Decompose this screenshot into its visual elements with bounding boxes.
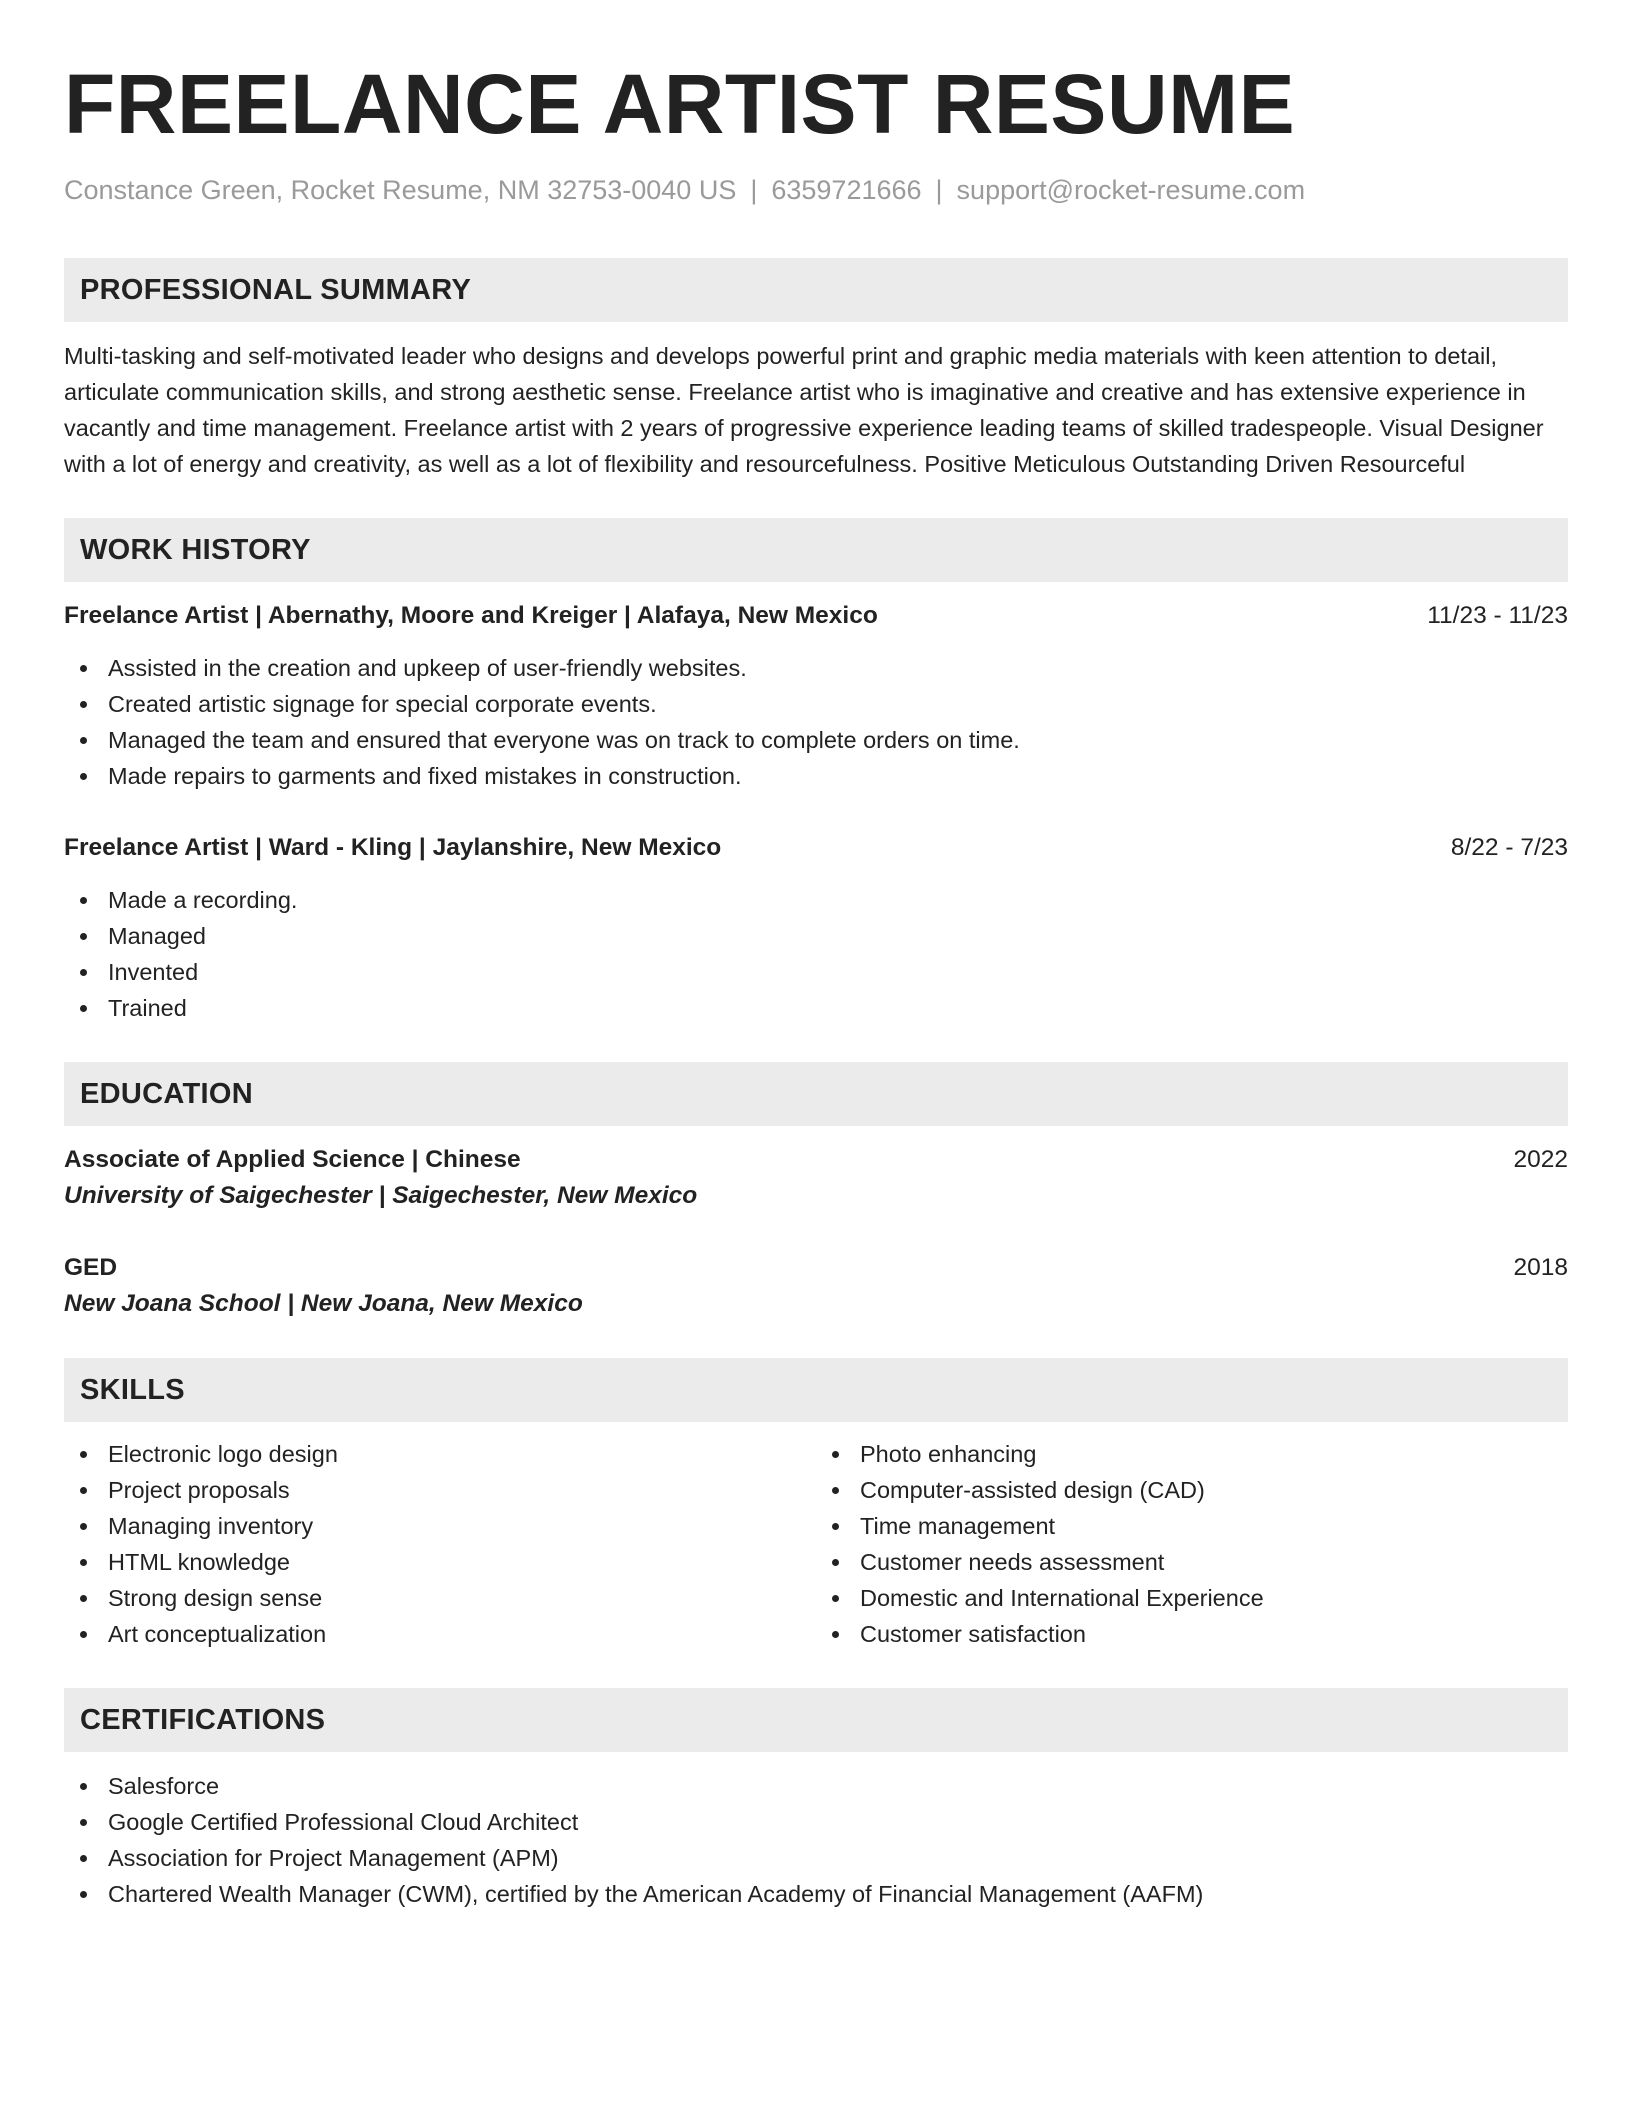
- job-header: [64, 830, 1568, 866]
- education-degree: GED: [64, 1254, 118, 1281]
- skill-item: Electronic logo design: [64, 1436, 816, 1472]
- skill-item: Art conceptualization: [64, 1616, 816, 1652]
- education-school: University of Saigechester | Saigechester, New Mexico: [64, 1182, 698, 1209]
- education-header: [64, 1142, 1568, 1178]
- education-degree: Associate of Applied Science | Chinese: [64, 1146, 521, 1173]
- job-title: Freelance Artist | Abernathy, Moore and Kreiger | Alafaya, New Mexico: [64, 602, 878, 629]
- skills-column-right: [816, 1436, 1568, 1652]
- certification-item: Chartered Wealth Manager (CWM), certified by the American Academy of Financial Management (AAFM): [64, 1876, 1568, 1912]
- contact-separator: |: [750, 175, 758, 205]
- job-bullets: [64, 882, 1568, 1026]
- contact-line: [64, 172, 1568, 208]
- job-bullet: Managed the team and ensured that everyone was on track to complete orders on time.: [64, 722, 1568, 758]
- skills-grid: [64, 1436, 1568, 1652]
- education-year: 2022: [1513, 1146, 1568, 1173]
- job-bullet: Managed: [64, 918, 1568, 954]
- section-header-education: [64, 1062, 1568, 1126]
- resume-title: FREELANCE ARTIST RESUME: [64, 57, 1296, 151]
- skill-item: Managing inventory: [64, 1508, 816, 1544]
- skill-item: Photo enhancing: [816, 1436, 1568, 1472]
- contact-address: Constance Green, Rocket Resume, NM 32753-0040 US: [64, 175, 737, 205]
- education-entry: [64, 1142, 1568, 1214]
- job-bullet: Made a recording.: [64, 882, 1568, 918]
- skills-column-left: [64, 1436, 816, 1652]
- job-bullets: [64, 650, 1568, 794]
- skill-item: Computer-assisted design (CAD): [816, 1472, 1568, 1508]
- section-header-summary: [64, 258, 1568, 322]
- section-title-summary: PROFESSIONAL SUMMARY: [80, 273, 472, 306]
- job-entry: [64, 598, 1568, 794]
- section-title-certifications: CERTIFICATIONS: [80, 1703, 326, 1736]
- contact-email[interactable]: support@rocket-resume.com: [956, 175, 1306, 205]
- certification-item: Google Certified Professional Cloud Architect: [64, 1804, 1568, 1840]
- skill-item: Customer needs assessment: [816, 1544, 1568, 1580]
- section-title-skills: SKILLS: [80, 1373, 185, 1406]
- job-bullet: Trained: [64, 990, 1568, 1026]
- education-header: [64, 1250, 1568, 1286]
- job-dates: 8/22 - 7/23: [1450, 834, 1568, 861]
- skill-item: HTML knowledge: [64, 1544, 816, 1580]
- certifications-list: [64, 1768, 1568, 1912]
- section-header-skills: [64, 1358, 1568, 1422]
- certification-item: Association for Project Management (APM): [64, 1840, 1568, 1876]
- section-title-education: EDUCATION: [80, 1077, 253, 1110]
- summary-text: Multi-tasking and self-motivated leader who designs and develops powerful print and graphic media materials with keen attention to detail, articulate communication skills, and strong aesthetic sense. Freelance artist who is imaginative and creative and has extensive experience in vacantly and time management. Freelance artist with 2 years of progressive experience leading teams of skilled tradespeople. Visual Designer with a lot of energy and creativity, as well as a lot of flexibility and resourcefulness. Positive Meticulous Outstanding Driven Resourceful: [64, 343, 1544, 477]
- contact-phone: 6359721666: [771, 175, 922, 205]
- job-bullet: Created artistic signage for special corporate events.: [64, 686, 1568, 722]
- section-header-certifications: [64, 1688, 1568, 1752]
- skill-item: Domestic and International Experience: [816, 1580, 1568, 1616]
- education-year: 2018: [1513, 1254, 1568, 1281]
- section-title-work-history: WORK HISTORY: [80, 533, 311, 566]
- education-entry: [64, 1250, 1568, 1322]
- education-school: New Joana School | New Joana, New Mexico: [64, 1290, 583, 1317]
- job-entry: [64, 830, 1568, 1026]
- job-header: [64, 598, 1568, 634]
- skill-item: Project proposals: [64, 1472, 816, 1508]
- skill-item: Customer satisfaction: [816, 1616, 1568, 1652]
- contact-separator: |: [935, 175, 943, 205]
- skill-item: Time management: [816, 1508, 1568, 1544]
- job-bullet: Assisted in the creation and upkeep of user-friendly websites.: [64, 650, 1568, 686]
- certification-item: Salesforce: [64, 1768, 1568, 1804]
- job-title: Freelance Artist | Ward - Kling | Jaylanshire, New Mexico: [64, 834, 722, 861]
- section-header-work-history: [64, 518, 1568, 582]
- job-dates: 11/23 - 11/23: [1427, 602, 1568, 629]
- job-bullet: Made repairs to garments and fixed mistakes in construction.: [64, 758, 1568, 794]
- job-bullet: Invented: [64, 954, 1568, 990]
- skill-item: Strong design sense: [64, 1580, 816, 1616]
